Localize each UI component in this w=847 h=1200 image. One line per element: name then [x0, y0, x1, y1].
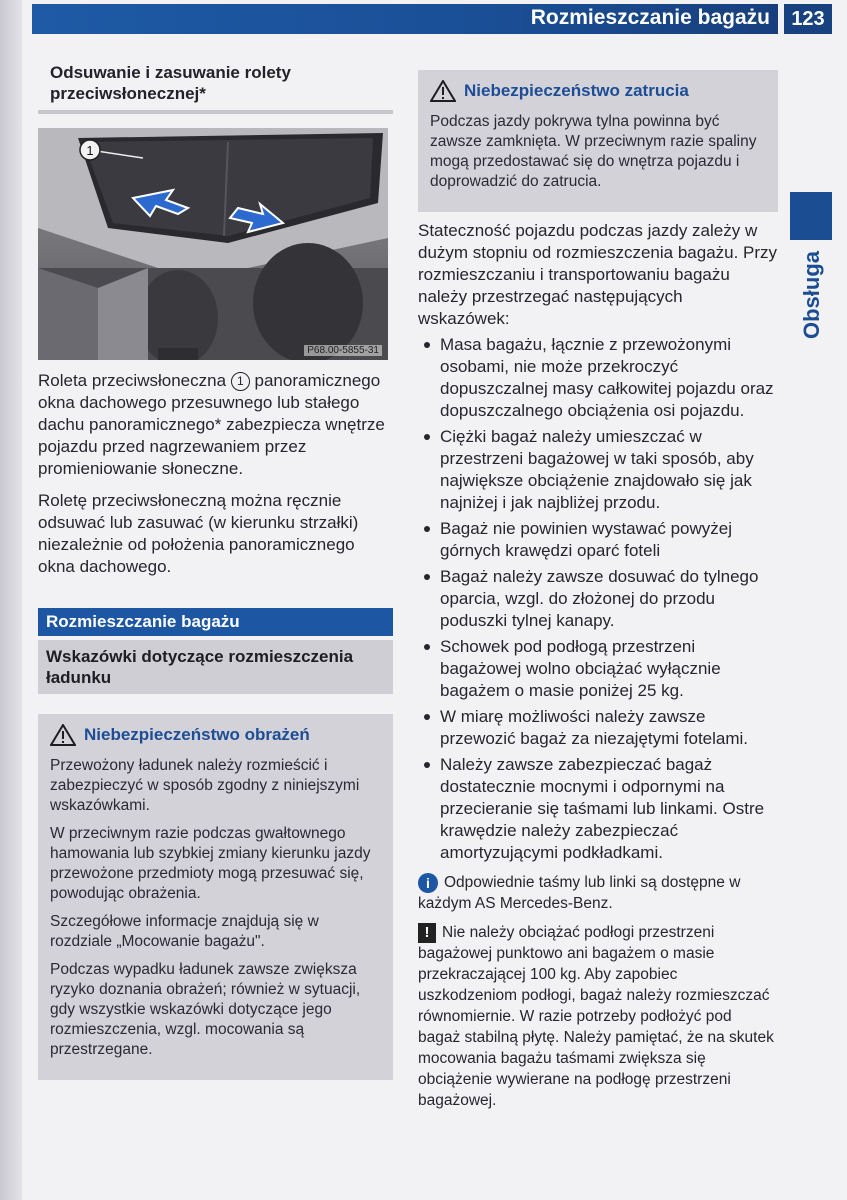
chapter-tab-marker [790, 192, 832, 240]
list-item: Należy zawsze zabezpieczać bagaż dostatecznie mocnymi i odpornymi na przecieranie się taśmami lub linkami. Ostre krawędzie należy zabezpieczać amortyzującymi podkładkami. [418, 754, 778, 864]
subheading-loading-guidelines: Wskazówki dotyczące rozmieszczenia ładunku [38, 640, 393, 694]
loading-guidelines-list [418, 334, 778, 864]
warning-paragraph: Podczas wypadku ładunek zawsze zwiększa ryzyko doznania obrażeń; również w sytuacji, gdy wszystkie wskazówki dotyczące jego rozmieszczenia, wzgl. mocowania są przestrzegane. [50, 961, 361, 1058]
warning-box-poisoning [418, 70, 778, 212]
list-item: Bagaż nie powinien wystawać powyżej górnych krawędzi oparć foteli [418, 518, 778, 562]
caution-note [418, 922, 778, 1111]
page-binding-edge [0, 0, 22, 1200]
stability-intro: Stateczność pojazdu podczas jazdy zależy w dużym stopniu od rozmieszczenia bagażu. Przy rozmieszczaniu i transportowaniu bagażu należy przestrzegać następujących wskazówek: [418, 221, 778, 328]
car-roof-illustration [38, 128, 388, 360]
exclamation-icon: ! [418, 923, 436, 943]
warning-paragraph: Przewożony ładunek należy rozmieścić i zabezpieczyć w sposób zgodny z niniejszymi wskazówkami. [50, 757, 360, 814]
section-bar-luggage: Rozmieszczanie bagażu [38, 608, 393, 636]
info-icon: i [418, 873, 438, 893]
warning-title-text: Niebezpieczeństwo obrażeń [84, 725, 310, 744]
warning-box-injury [38, 714, 393, 1080]
warning-title-text: Niebezpieczeństwo zatrucia [464, 81, 689, 100]
heading-rule [38, 110, 393, 114]
sunblind-description [38, 370, 393, 480]
info-note [418, 872, 778, 914]
para1-pre: Roleta przeciwsłoneczna [38, 371, 227, 390]
info-note-text: Odpowiednie taśmy lub linki są dostępne w każdym AS Mercedes-Benz. [418, 874, 741, 912]
list-item: Masa bagażu, łącznie z przewożonymi osobami, nie może przekroczyć dopuszczalnej masy całkowitej pojazdu oraz dopuszczalnego obciążenia osi pojazdu. [418, 334, 778, 422]
warning-paragraph: W przeciwnym razie podczas gwałtownego hamowania lub szybkiej zmiany kierunku jazdy przewożone przedmioty mogą przesuwać się, powodując obrażenia. [50, 825, 371, 902]
caution-note-text: Nie należy obciążać podłogi przestrzeni bagażowej punktowo ani bagażem o masie przekraczającej 100 kg. Aby zapobiec uszkodzeniom podłogi, bagaż należy rozmieszczać równomiernie. W razie potrzeby podłożyć pod bagaż stabilną płytę. Należy pamiętać, że na skutek mocowania bagażu taśmami zwiększa się obciążenie wywierane na podłogę przestrzeni bagażowej. [418, 924, 774, 1109]
para1-post: panoramicznego okna dachowego przesuwnego lub stałego dachu panoramicznego* zabezpiecza wnętrze pojazdu przed nagrzewaniem przez promieniowanie słoneczne. [38, 371, 385, 478]
chapter-tab-label: Obsługa [799, 251, 824, 340]
callout-marker: 1 [231, 372, 250, 391]
figure-code: P68.00-5855-31 [304, 345, 382, 356]
warning-paragraph: Szczegółowe informacje znajdują się w rozdziale „Mocowanie bagażu". [50, 913, 319, 950]
page-number: 123 [784, 4, 832, 34]
warning-triangle-icon [430, 80, 456, 102]
sunblind-photo [38, 128, 388, 360]
right-column [418, 70, 778, 1111]
warning-title-injury [50, 724, 383, 746]
section-heading-sunblind: Odsuwanie i zasuwanie rolety przeciwsłonecznej* [50, 63, 291, 103]
warning-title-poisoning [430, 80, 768, 102]
list-item: W miarę możliwości należy zawsze przewozić bagaż za niezajętymi fotelami. [418, 706, 778, 750]
figure-callout-1: 1 [86, 143, 94, 158]
list-item: Bagaż należy zawsze dosuwać do tylnego oparcia, wzgl. do złożonej do przodu poduszki tylnej kanapy. [418, 566, 778, 632]
left-column [38, 60, 393, 1080]
list-item: Ciężki bagaż należy umieszczać w przestrzeni bagażowej w taki sposób, aby największe obciążenie znajdowało się jak najniżej i jak najbliżej przodu. [418, 426, 778, 514]
warning-triangle-icon [50, 724, 76, 746]
list-item: Schowek pod podłogą przestrzeni bagażowej wolno obciążać wyłącznie bagażem o masie poniżej 25 kg. [418, 636, 778, 702]
warning-paragraph: Podczas jazdy pokrywa tylna powinna być zawsze zamknięta. W przeciwnym razie spaliny mogą przedostawać się do wnętrza pojazdu i doprowadzić do zatrucia. [430, 113, 757, 190]
sunblind-operation: Roletę przeciwsłoneczną można ręcznie odsuwać lub zasuwać (w kierunku strzałki) niezależnie od położenia panoramicznego okna dachowego. [38, 491, 359, 576]
page-header-title: Rozmieszczanie bagażu [530, 6, 770, 29]
